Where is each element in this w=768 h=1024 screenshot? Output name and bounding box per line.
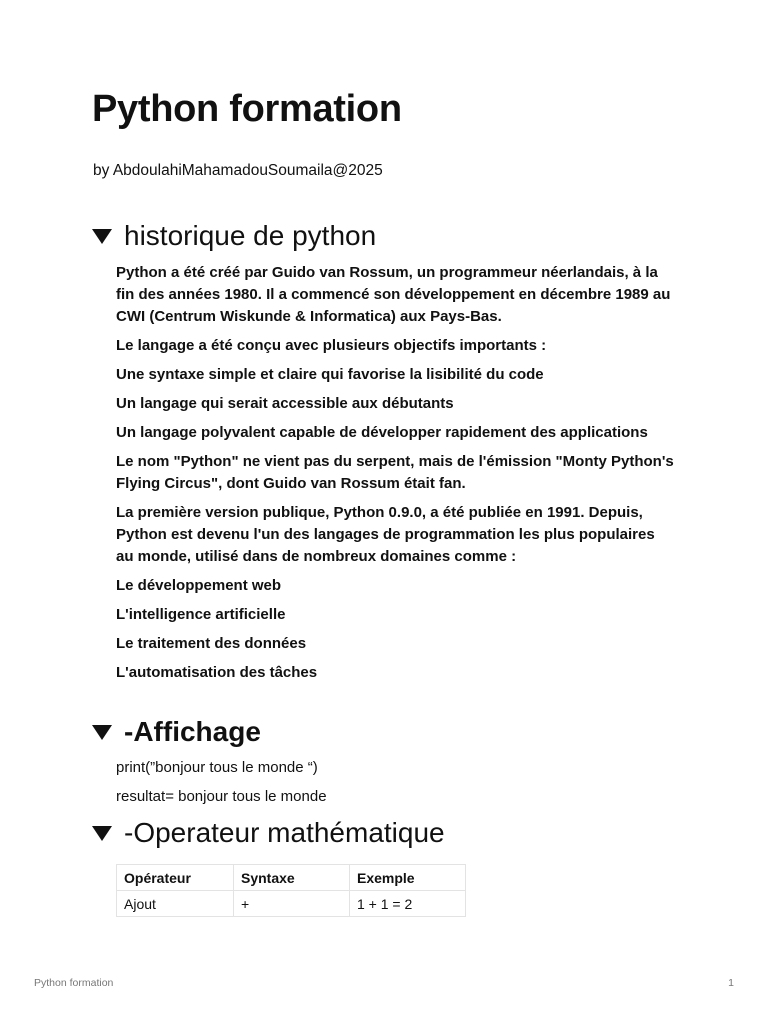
table-cell: + xyxy=(234,891,350,917)
table-header-cell: Syntaxe xyxy=(234,865,350,891)
footer-page-number: 1 xyxy=(728,977,734,989)
toggle-triangle-icon xyxy=(92,228,114,244)
toggle-triangle-icon xyxy=(92,825,114,841)
section-body-affichage xyxy=(116,757,676,815)
table-row xyxy=(117,891,466,917)
paragraph: L'intelligence artificielle xyxy=(116,606,286,623)
paragraph: L'automatisation des tâches xyxy=(116,664,318,681)
paragraph: Une syntaxe simple et claire qui favorise la lisibilité du code xyxy=(116,366,544,383)
operator-table xyxy=(116,864,466,917)
paragraph: La première version publique, Python 0.9.0, a été publiée en 1991. Depuis, Python est devenu l'un des langages de programmation les plus populaires au monde, utilisé dans de nombreux domaines comme : xyxy=(116,504,655,565)
paragraph: Le développement web xyxy=(116,577,282,594)
footer-document-title: Python formation xyxy=(34,977,114,989)
table-cell: 1 + 1 = 2 xyxy=(350,891,466,917)
paragraph: Un langage qui serait accessible aux débutants xyxy=(116,395,454,412)
section-heading-historique: historique de python xyxy=(124,220,377,251)
table-header-row xyxy=(117,865,466,891)
code-line: print(”bonjour tous le monde “) xyxy=(116,759,318,776)
section-toggle-historique[interactable] xyxy=(92,219,376,253)
section-toggle-operateur[interactable] xyxy=(92,816,445,850)
table-header-cell: Exemple xyxy=(350,865,466,891)
paragraph: Le nom "Python" ne vient pas du serpent, mais de l'émission "Monty Python's Flying Circus", dont Guido van Rossum était fan. xyxy=(116,453,674,492)
paragraph: Le langage a été conçu avec plusieurs objectifs importants : xyxy=(116,337,547,354)
section-toggle-affichage[interactable] xyxy=(92,715,261,749)
result-line: resultat= bonjour tous le monde xyxy=(116,788,327,805)
paragraph: Un langage polyvalent capable de développer rapidement des applications xyxy=(116,424,648,441)
page-title: Python formation xyxy=(92,88,402,130)
paragraph: Python a été créé par Guido van Rossum, un programmeur néerlandais, à la fin des années 1980. Il a commencé son développement en décembre 1989 au CWI (Centrum Wiskunde & Informatica) aux Pays-Bas. xyxy=(116,264,671,325)
toggle-triangle-icon xyxy=(92,724,114,740)
author-byline: by AbdoulahiMahamadouSoumaila@2025 xyxy=(93,162,383,179)
paragraph: Le traitement des données xyxy=(116,635,307,652)
table-header-cell: Opérateur xyxy=(117,865,234,891)
section-heading-operateur: -Operateur mathématique xyxy=(124,817,445,848)
section-heading-affichage: -Affichage xyxy=(124,716,261,747)
section-body-historique xyxy=(116,262,676,691)
table-cell: Ajout xyxy=(117,891,234,917)
